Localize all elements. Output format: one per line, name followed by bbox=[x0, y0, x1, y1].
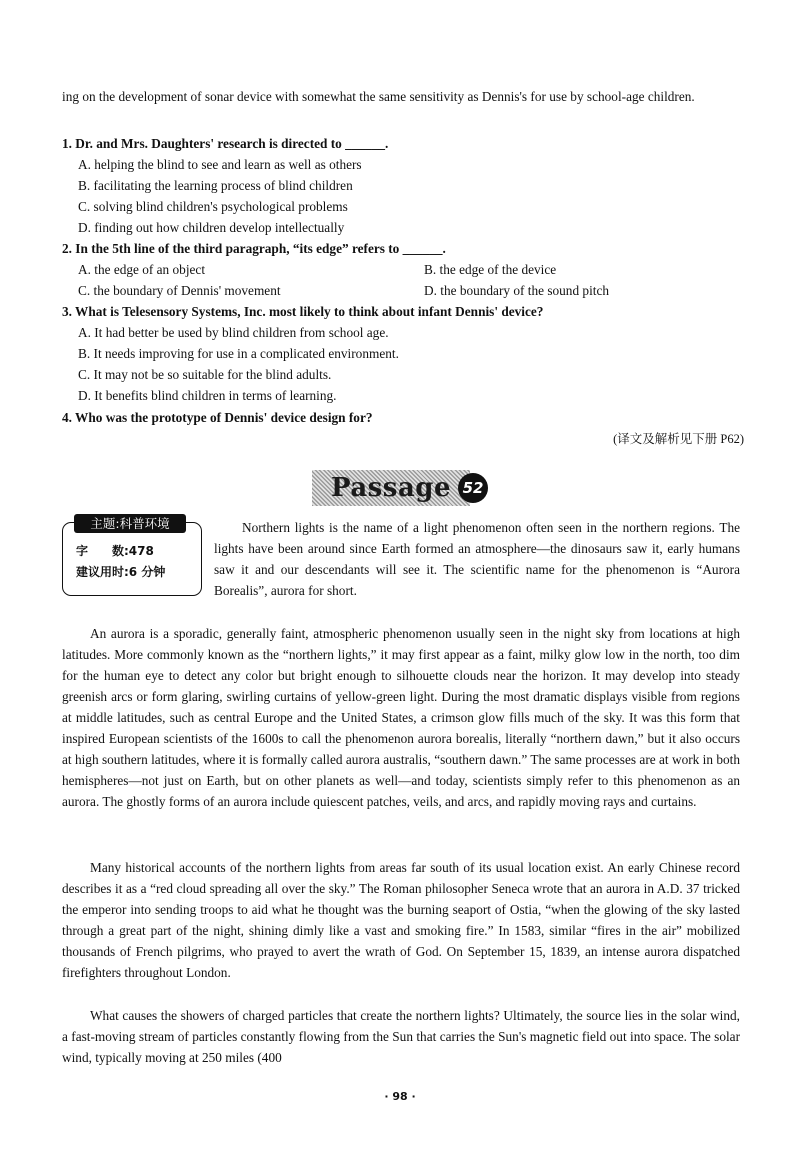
topic-box bbox=[62, 514, 202, 598]
topic-label: 主题:科普环境 bbox=[74, 514, 186, 533]
topic-box-frame bbox=[62, 522, 202, 596]
question-2-option-d: D. the boundary of the sound pitch bbox=[424, 283, 610, 298]
question-3-option-d: D. It benefits blind children in terms of learning. bbox=[78, 388, 337, 403]
reference-note: (译文及解析见下册 P62) bbox=[613, 432, 744, 446]
passage-title: Passage bbox=[330, 473, 452, 503]
passage-paragraph-1: Northern lights is the name of a light phenomenon often seen in the northern regions. The lights have been around since Earth formed an atmosphere—the dinosaurs saw it, early humans saw it and our descendants will see it. The scientific name for the phenomenon is “Aurora Borealis”, aurora for short. bbox=[214, 520, 740, 598]
question-2-stem: 2. In the 5th line of the third paragraph, “its edge” refers to ______. bbox=[62, 241, 446, 256]
passage-paragraph-2: An aurora is a sporadic, generally faint, atmospheric phenomenon usually seen in the night sky from locations at high latitudes. More commonly known as the “northern lights,” it may first appear as a faint, milky glow low in the north, too dim for the human eye to detect any color but bright enough to silhouette clouds near the horizon. It may develop into steady greenish arcs or form glaring, swirling curtains of yellow-green light. During the most dramatic displays visible from regions at middle latitudes, such as central Europe and the United States, a crimson glow fills much of the sky. It was this form that inspired European scientists of the 1600s to call the phenomenon aurora borealis, literally “northern dawn,” but it also occurs at high southern latitudes, where it is formally called aurora australis, “southern dawn.” The same processes are at work in both hemispheres—not just on Earth, but on other planets as well—and today, scientists simply refer to this phenomenon as an aurora. The ghostly forms of an aurora include quiescent patches, veils, and arcs, and rapidly moving rays and curtains. bbox=[62, 626, 740, 809]
passage-paragraph-3: Many historical accounts of the northern lights from areas far south of its usual location exist. An early Chinese record describes it as a “red cloud spreading all over the sky.” The Roman philosopher Seneca wrote that an aurora in A.D. 37 tricked the emperor into sending troops to aid what he thought was the burning seaport of Ostia, “when the glowing of the sky lasted through a great part of the night, shining dimly like a vast and smoking fire.” In 1583, similar “fires in the air” mobilized thousands of French pilgrims, who prayed to avert the wrath of God. On September 15, 1839, an intense aurora dispatched firefighters throughout London. bbox=[62, 860, 740, 980]
question-1-option-b: B. facilitating the learning process of blind children bbox=[78, 178, 353, 193]
question-4-stem: 4. Who was the prototype of Dennis' device design for? bbox=[62, 410, 373, 425]
question-3-option-a: A. It had better be used by blind children from school age. bbox=[78, 325, 389, 340]
question-1-option-d: D. finding out how children develop intellectually bbox=[78, 220, 345, 235]
question-1-option-a: A. helping the blind to see and learn as well as others bbox=[78, 157, 362, 172]
passage-number-badge: 52 bbox=[458, 473, 488, 503]
page-number: · 98 · bbox=[384, 1090, 416, 1103]
passage-paragraph-1-lead bbox=[214, 517, 740, 601]
question-1-stem: 1. Dr. and Mrs. Daughters' research is directed to ______. bbox=[62, 136, 389, 151]
question-2-option-a: A. the edge of an object bbox=[78, 262, 206, 277]
question-3-stem: 3. What is Telesensory Systems, Inc. most likely to think about infant Dennis' device? bbox=[62, 304, 544, 319]
question-2-option-b: B. the edge of the device bbox=[424, 262, 557, 277]
question-3-option-c: C. It may not be so suitable for the blind adults. bbox=[78, 367, 332, 382]
passage-banner bbox=[312, 470, 488, 506]
continuation-paragraph: ing on the development of sonar device with somewhat the same sensitivity as Dennis's for use by school-age children. bbox=[62, 89, 695, 104]
question-2-option-c: C. the boundary of Dennis' movement bbox=[78, 283, 281, 298]
suggested-time: 建议用时:6 分钟 bbox=[76, 565, 166, 579]
question-1-option-c: C. solving blind children's psychological problems bbox=[78, 199, 348, 214]
passage-paragraph-4: What causes the showers of charged particles that create the northern lights? Ultimately, the source lies in the solar wind, a fast-moving stream of particles constantly flowing from the Sun that carries the Sun's magnetic field out into space. The solar wind, typically moving at 250 miles (400 bbox=[62, 1008, 740, 1065]
question-3-option-b: B. It needs improving for use in a complicated environment. bbox=[78, 346, 399, 361]
word-count: 字 数:478 bbox=[76, 544, 154, 558]
